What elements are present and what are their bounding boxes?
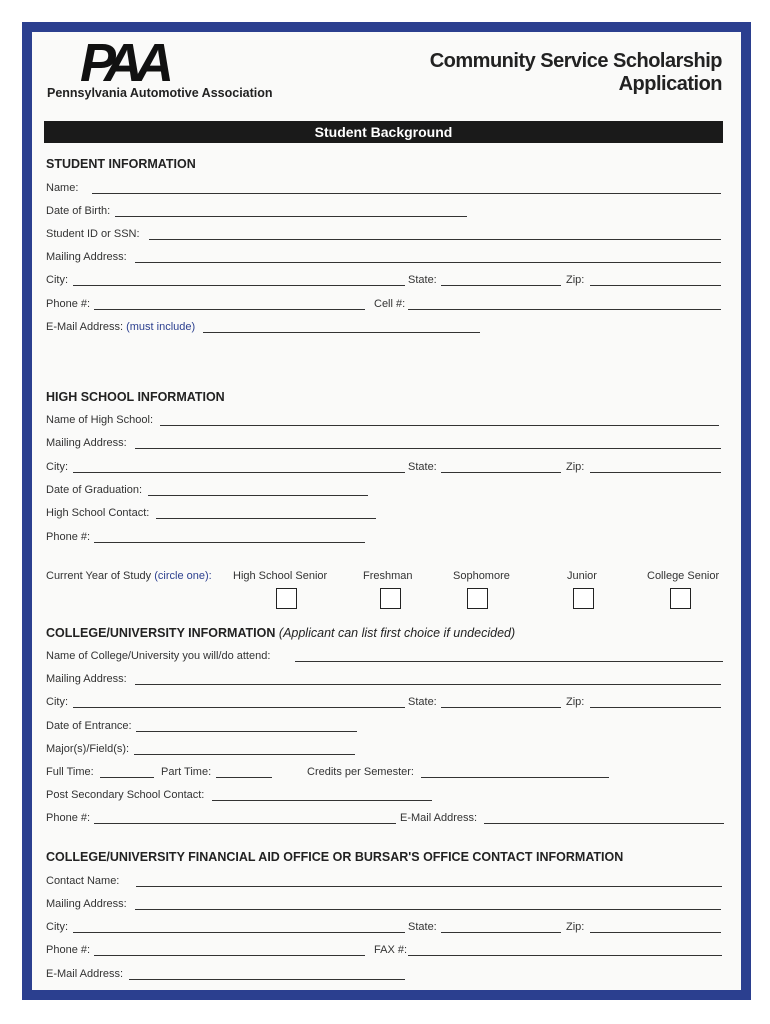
label-graduation: Date of Graduation: [46,484,143,496]
field-parttime[interactable] [216,777,272,778]
field-hs-city[interactable] [73,472,405,473]
field-hs-zip[interactable] [590,472,721,473]
label-hs-contact: High School Contact: [46,507,150,519]
field-college-name[interactable] [295,661,723,662]
field-credits[interactable] [421,777,609,778]
label-fin-city: City: [46,921,68,933]
field-hs-phone[interactable] [94,542,365,543]
field-majors[interactable] [134,754,355,755]
option-college-senior-label: College Senior [647,570,720,582]
label-city: City: [46,274,68,286]
field-fin-city[interactable] [73,932,405,933]
field-hs-contact[interactable] [156,518,376,519]
checkbox-sophomore[interactable] [467,588,488,609]
label-majors: Major(s)/Field(s): [46,743,130,755]
label-college-zip: Zip: [566,696,585,708]
email-note: (must include) [126,321,196,333]
field-mailing[interactable] [135,262,721,263]
label-hs-name: Name of High School: [46,414,153,426]
label-parttime: Part Time: [161,766,212,778]
label-fin-phone: Phone #: [46,944,91,956]
label-fin-state: State: [408,921,437,933]
label-credits: Credits per Semester: [307,766,414,778]
field-dob[interactable] [115,216,467,217]
label-contact-name: Contact Name: [46,875,120,887]
field-college-zip[interactable] [590,707,721,708]
field-fulltime[interactable] [100,777,154,778]
field-name[interactable] [92,193,721,194]
label-college-phone: Phone #: [46,812,91,824]
label-hs-phone: Phone #: [46,531,91,543]
option-high-school-senior-label: High School Senior [233,570,328,582]
label-name: Name: [46,182,79,194]
label-email: E-Mail Address: (must include) [46,321,196,333]
field-college-state[interactable] [441,707,561,708]
label-mailing: Mailing Address: [46,251,127,263]
field-college-phone[interactable] [94,823,396,824]
field-state[interactable] [441,285,561,286]
field-college-email[interactable] [484,823,724,824]
label-fax: FAX #: [374,944,408,956]
label-cell: Cell #: [374,298,406,310]
label-hs-zip: Zip: [566,461,585,473]
option-junior-label: Junior [567,570,597,582]
field-graduation[interactable] [148,495,368,496]
field-cell[interactable] [408,309,721,310]
field-student-id[interactable] [149,239,721,240]
label-fin-mailing: Mailing Address: [46,898,127,910]
checkbox-college-senior[interactable] [670,588,691,609]
section-bar-student-background: Student Background [44,121,723,143]
label-hs-state: State: [408,461,437,473]
field-city[interactable] [73,285,405,286]
field-fin-state[interactable] [441,932,561,933]
field-zip[interactable] [590,285,721,286]
field-college-mailing[interactable] [135,684,721,685]
label-college-name: Name of College/University you will/do attend: [46,650,271,662]
field-entrance[interactable] [136,731,357,732]
label-student-id: Student ID or SSN: [46,228,140,240]
heading-college-information: COLLEGE/UNIVERSITY INFORMATION (Applicant can list first choice if undecided) [46,626,516,640]
field-hs-state[interactable] [441,472,561,473]
label-college-email: E-Mail Address: [400,812,478,824]
label-entrance: Date of Entrance: [46,720,132,732]
heading-student-information: STUDENT INFORMATION [46,157,196,171]
field-college-city[interactable] [73,707,405,708]
checkbox-high-school-senior[interactable] [276,588,297,609]
page-title: Community Service Scholarship Application [429,50,722,95]
field-fin-zip[interactable] [590,932,721,933]
label-hs-mailing: Mailing Address: [46,437,127,449]
label-college-city: City: [46,696,68,708]
field-fin-email[interactable] [129,979,405,980]
field-hs-name[interactable] [160,425,719,426]
field-phone[interactable] [94,309,365,310]
label-dob: Date of Birth: [46,205,111,217]
heading-high-school-information: HIGH SCHOOL INFORMATION [46,390,225,404]
label-college-state: State: [408,696,437,708]
label-zip: Zip: [566,274,585,286]
label-phone: Phone #: [46,298,91,310]
college-subheading: (Applicant can list first choice if undecided) [278,626,516,640]
label-fulltime: Full Time: [46,766,94,778]
checkbox-junior[interactable] [573,588,594,609]
option-sophomore-label: Sophomore [453,570,510,582]
label-fin-zip: Zip: [566,921,585,933]
label-college-mailing: Mailing Address: [46,673,127,685]
year-note: (circle one): [154,570,212,582]
label-year-of-study: Current Year of Study (circle one): [46,570,212,582]
field-hs-mailing[interactable] [135,448,721,449]
paa-logo: PAA [80,33,167,93]
field-post-secondary-contact[interactable] [212,800,432,801]
label-post-secondary-contact: Post Secondary School Contact: [46,789,205,801]
field-fin-mailing[interactable] [135,909,721,910]
heading-financial-aid: COLLEGE/UNIVERSITY FINANCIAL AID OFFICE OR BURSAR'S OFFICE CONTACT INFORMATION [46,850,624,864]
field-fin-phone[interactable] [94,955,365,956]
label-state: State: [408,274,437,286]
field-email[interactable] [203,332,480,333]
field-contact-name[interactable] [136,886,722,887]
field-fax[interactable] [408,955,722,956]
organization-name: Pennsylvania Automotive Association [47,86,273,100]
label-hs-city: City: [46,461,68,473]
option-freshman-label: Freshman [363,570,413,582]
label-fin-email: E-Mail Address: [46,968,124,980]
checkbox-freshman[interactable] [380,588,401,609]
